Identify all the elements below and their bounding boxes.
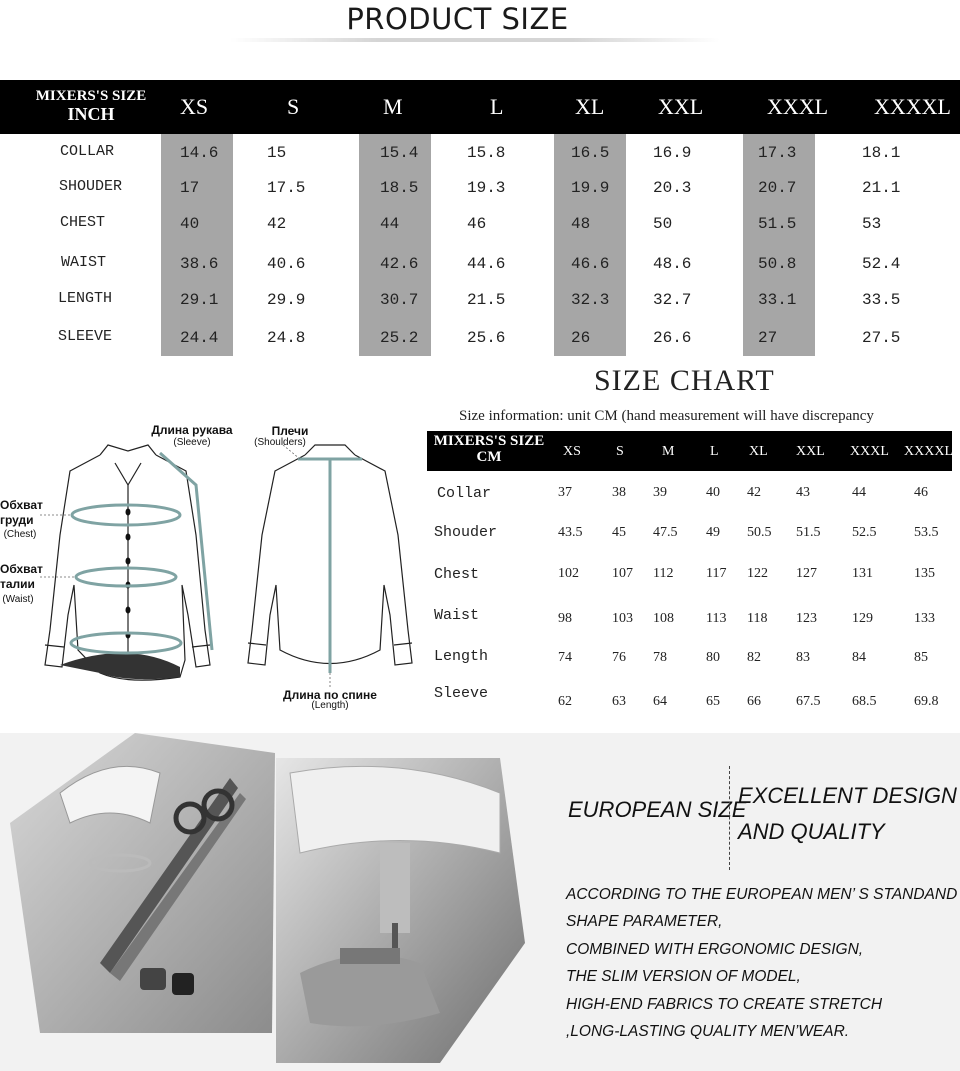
cm-cell: 83 xyxy=(796,650,810,665)
inch-header-label xyxy=(25,89,157,124)
inch-cell: 16.5 xyxy=(571,144,610,162)
inch-cell: 50 xyxy=(653,215,673,233)
inch-size-xxxl: XXXL xyxy=(767,94,829,119)
cm-cell: 45 xyxy=(612,525,626,540)
highlight-column-m xyxy=(359,134,431,356)
cm-cell: 43.5 xyxy=(558,525,583,540)
cm-cell: 129 xyxy=(852,611,873,626)
inch-cell: 18.5 xyxy=(380,179,419,197)
inch-cell: 14.6 xyxy=(180,144,219,162)
cm-cell: 46 xyxy=(914,485,928,500)
cm-row-label-chest: Chest xyxy=(434,566,480,583)
inch-cell: 19.9 xyxy=(571,179,610,197)
cm-cell: 135 xyxy=(914,566,935,581)
inch-cell: 52.4 xyxy=(862,255,901,273)
cm-cell: 67.5 xyxy=(796,694,821,709)
cm-size-xs: XS xyxy=(563,444,581,459)
cm-cell: 108 xyxy=(653,611,674,626)
cm-cell: 117 xyxy=(706,566,727,581)
page-title: PRODUCT SIZE xyxy=(346,2,569,36)
inch-cell: 17 xyxy=(180,179,200,197)
back-measure-lines xyxy=(298,459,362,673)
inch-size-l: L xyxy=(490,94,504,119)
cm-size-xxl: XXL xyxy=(796,444,825,459)
inch-cell: 46.6 xyxy=(571,255,610,273)
highlight-column-xxxl xyxy=(743,134,815,356)
title-underline xyxy=(230,38,720,42)
cm-cell: 122 xyxy=(747,566,768,581)
waist-label-ru-1: Обхват xyxy=(0,562,43,576)
cm-cell: 37 xyxy=(558,485,572,500)
inch-cell: 51.5 xyxy=(758,215,797,233)
shoulders-label-en: (Shoulders) xyxy=(254,437,306,448)
inch-cell: 32.3 xyxy=(571,291,610,309)
cm-cell: 118 xyxy=(747,611,768,626)
inch-cell: 48.6 xyxy=(653,255,692,273)
inch-cell: 26.6 xyxy=(653,329,692,347)
cm-header-label-line1: MIXERS'S SIZE xyxy=(433,433,545,449)
inch-row-label-shouder: SHOUDER xyxy=(59,178,123,195)
shoulders-label-ru: Плечи xyxy=(271,424,309,438)
promo-description-line: ,LONG-LASTING QUALITY MEN’WEAR. xyxy=(566,1023,850,1040)
inch-cell: 21.5 xyxy=(467,291,506,309)
cm-size-l: L xyxy=(710,444,719,459)
inch-cell: 15.8 xyxy=(467,144,506,162)
inch-cell: 33.5 xyxy=(862,291,901,309)
craftsmanship-photo-collage xyxy=(0,733,540,1071)
inch-cell: 32.7 xyxy=(653,291,692,309)
inch-cell: 16.9 xyxy=(653,144,692,162)
inch-cell: 48 xyxy=(571,215,591,233)
cm-row-label-waist: Waist xyxy=(434,607,480,624)
inch-cell: 44.6 xyxy=(467,255,506,273)
cm-cell: 68.5 xyxy=(852,694,877,709)
inch-cell: 50.8 xyxy=(758,255,797,273)
inch-cell: 30.7 xyxy=(380,291,419,309)
inch-row-label-chest: CHEST xyxy=(60,214,106,231)
highlight-column-xl xyxy=(554,134,626,356)
cm-cell: 123 xyxy=(796,611,817,626)
cm-cell: 131 xyxy=(852,566,873,581)
cm-cell: 43 xyxy=(796,485,810,500)
cm-row-label-sleeve: Sleeve xyxy=(434,685,489,702)
front-measure-lines xyxy=(71,453,212,653)
cm-cell: 64 xyxy=(653,694,667,709)
highlight-column-xs xyxy=(161,134,233,356)
inch-cell: 44 xyxy=(380,215,400,233)
cm-cell: 103 xyxy=(612,611,633,626)
inch-cell: 29.1 xyxy=(180,291,219,309)
inch-cell: 24.8 xyxy=(267,329,306,347)
promo-divider xyxy=(729,766,730,870)
inch-cell: 15.4 xyxy=(380,144,419,162)
cm-cell: 49 xyxy=(706,525,720,540)
cm-cell: 51.5 xyxy=(796,525,821,540)
size-chart-info: Size information: unit CM (hand measurement will have discrepancy xyxy=(459,408,874,424)
cm-size-xl: XL xyxy=(749,444,768,459)
inch-cell: 19.3 xyxy=(467,179,506,197)
inch-cell: 17.5 xyxy=(267,179,306,197)
cm-cell: 69.8 xyxy=(914,694,939,709)
chest-label-ru-1: Обхват xyxy=(0,498,43,512)
european-size-heading: EUROPEAN SIZE xyxy=(568,797,747,822)
inch-cell: 20.7 xyxy=(758,179,797,197)
promo-description-line: THE SLIM VERSION OF MODEL, xyxy=(566,968,801,986)
cm-header-label-line2: CM xyxy=(476,448,502,465)
inch-size-xxl: XXL xyxy=(658,94,704,119)
cm-cell: 40 xyxy=(706,485,720,500)
promo-description-line: ACCORDING TO THE EUROPEAN MEN’ S STANDAND xyxy=(566,886,958,903)
inch-row-label-waist: WAIST xyxy=(61,254,107,271)
chest-label-ru-2: груди xyxy=(0,513,34,527)
cm-cell: 50.5 xyxy=(747,525,772,540)
promo-description-line: HIGH-END FABRICS TO CREATE STRETCH xyxy=(566,995,883,1013)
cm-row-label-shouder: Shouder xyxy=(434,524,498,541)
inch-cell: 26 xyxy=(571,329,591,347)
cm-size-xxxl: XXXL xyxy=(850,444,889,459)
chest-label-en: (Chest) xyxy=(3,529,37,540)
cm-cell: 62 xyxy=(558,694,572,709)
inch-header-label-line2: INCH xyxy=(67,103,115,124)
inch-cell: 27 xyxy=(758,329,778,347)
inch-cell: 38.6 xyxy=(180,255,219,273)
inch-cell: 18.1 xyxy=(862,144,901,162)
inch-cell: 25.6 xyxy=(467,329,506,347)
cm-cell: 53.5 xyxy=(914,525,939,540)
cm-cell: 74 xyxy=(558,650,572,665)
inch-size-xxxxl: XXXXL xyxy=(874,94,951,119)
length-label-en: (Length) xyxy=(311,700,349,711)
cm-cell: 133 xyxy=(914,611,935,626)
inch-cell: 33.1 xyxy=(758,291,797,309)
waist-label-en: (Waist) xyxy=(2,594,34,605)
cm-cell: 98 xyxy=(558,611,572,626)
inch-size-xs: XS xyxy=(180,94,209,119)
sleeve-label-en: (Sleeve) xyxy=(173,437,211,448)
cm-cell: 47.5 xyxy=(653,525,678,540)
cm-cell: 38 xyxy=(612,485,626,500)
inch-cell: 42 xyxy=(267,215,287,233)
cm-cell: 80 xyxy=(706,650,720,665)
cm-cell: 102 xyxy=(558,566,579,581)
cm-size-m: M xyxy=(662,444,675,459)
cm-cell: 44 xyxy=(852,485,866,500)
cm-size-xxxxl: XXXXL xyxy=(904,444,953,459)
cm-cell: 127 xyxy=(796,566,817,581)
cm-row-label-collar: Collar xyxy=(437,485,492,502)
excellent-design-line2: AND QUALITY xyxy=(738,819,885,844)
cm-cell: 52.5 xyxy=(852,525,877,540)
inch-cell: 17.3 xyxy=(758,144,797,162)
cm-cell: 84 xyxy=(852,650,866,665)
cm-cell: 63 xyxy=(612,694,626,709)
inch-cell: 46 xyxy=(467,215,487,233)
length-label-ru: Длина по спине xyxy=(283,688,377,702)
cm-cell: 65 xyxy=(706,694,720,709)
cm-cell: 66 xyxy=(747,694,761,709)
inch-cell: 25.2 xyxy=(380,329,419,347)
size-chart-title: SIZE CHART xyxy=(594,364,775,397)
inch-header-label-line1: MIXERS'S SIZE xyxy=(35,88,147,104)
inch-cell: 53 xyxy=(862,215,882,233)
inch-cell: 21.1 xyxy=(862,179,901,197)
cm-cell: 112 xyxy=(653,566,674,581)
inch-cell: 24.4 xyxy=(180,329,219,347)
inch-cell: 20.3 xyxy=(653,179,692,197)
cm-cell: 76 xyxy=(612,650,626,665)
inch-row-label-length: LENGTH xyxy=(58,290,113,307)
promo-description-line: COMBINED WITH ERGONOMIC DESIGN, xyxy=(566,940,864,958)
cm-cell: 78 xyxy=(653,650,667,665)
cm-header-label xyxy=(430,434,548,466)
cm-cell: 82 xyxy=(747,650,761,665)
cm-cell: 107 xyxy=(612,566,633,581)
inch-cell: 40 xyxy=(180,215,200,233)
cm-row-label-length: Length xyxy=(434,648,489,665)
cm-cell: 42 xyxy=(747,485,761,500)
waist-label-ru-2: талии xyxy=(0,577,35,591)
front-shirt-hem-shadow xyxy=(60,653,180,679)
inch-size-xl: XL xyxy=(575,94,605,119)
cm-size-s: S xyxy=(616,444,624,459)
shirt-measurement-diagram xyxy=(0,415,425,715)
inch-cell: 15 xyxy=(267,144,287,162)
inch-cell: 40.6 xyxy=(267,255,306,273)
cm-cell: 85 xyxy=(914,650,928,665)
sleeve-label-ru: Длина рукава xyxy=(151,423,233,437)
inch-cell: 42.6 xyxy=(380,255,419,273)
inch-size-s: S xyxy=(287,94,300,119)
inch-row-label-collar: COLLAR xyxy=(60,143,115,160)
inch-row-label-sleeve: SLEEVE xyxy=(58,328,113,345)
promo-description-line: SHAPE PARAMETER, xyxy=(566,913,723,931)
cm-cell: 39 xyxy=(653,485,667,500)
cm-cell: 113 xyxy=(706,611,727,626)
inch-size-m: M xyxy=(383,94,403,119)
inch-cell: 29.9 xyxy=(267,291,306,309)
excellent-design-line1: EXCELLENT DESIGN xyxy=(738,783,957,808)
inch-cell: 27.5 xyxy=(862,329,901,347)
